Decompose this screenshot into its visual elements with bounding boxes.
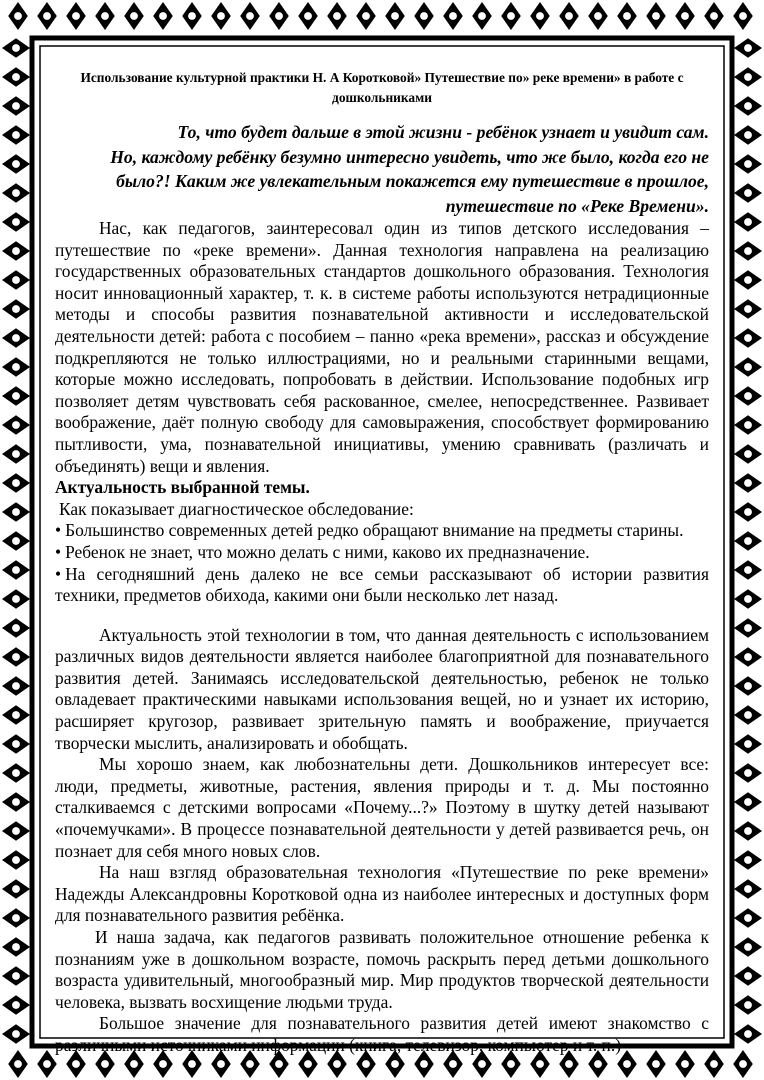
epigraph-line: Но, каждому ребёнку безумно интересно увидеть, что же было, когда его не [110,146,709,167]
frame-ornament [12,508,20,516]
frame-ornament [72,12,80,20]
frame-ornament [12,421,20,429]
frame-ornament [12,566,20,574]
document-title: Использование культурной практики Н. А Коротковой» Путешествие по» реке времени» в работе с дошкольниками [80,70,684,105]
frame-ornament [130,12,138,20]
frame-ornament [739,12,747,20]
section-lead: Как показывает диагностическое обследование: [59,498,414,519]
section-heading: Актуальность выбранной темы. [55,477,310,498]
frame-ornament [217,1060,225,1068]
frame-ornament [744,798,752,806]
frame-ornament [304,12,312,20]
frame-ornament [246,1060,254,1068]
frame-ornament [710,12,718,20]
frame-ornament [12,827,20,835]
list-item [55,564,709,607]
frame-ornament [565,1060,573,1068]
frame-ornament [507,1060,515,1068]
frame-ornament [744,595,752,603]
frame-ornament [744,624,752,632]
frame-ornament [12,334,20,342]
frame-ornament [188,1060,196,1068]
frame-ornament [12,653,20,661]
frame-ornament [739,1060,747,1068]
spacer [55,607,709,625]
body-paragraph: Большое значение для познавательного развития детей имеют знакомство с различными источниками информации (книга, телевизор, компьютер и т. п.) [55,1013,709,1055]
frame-ornament [304,1060,312,1068]
frame-ornament [130,1060,138,1068]
frame-ornament [159,12,167,20]
frame-ornament [12,44,20,52]
frame-ornament [744,508,752,516]
document-page [55,68,709,1055]
frame-ornament [744,392,752,400]
frame-ornament [744,334,752,342]
frame-ornament [744,131,752,139]
frame-ornament [217,12,225,20]
frame-ornament [101,12,109,20]
frame-ornament [652,12,660,20]
bullet-list [55,520,709,606]
frame-ornament [744,189,752,197]
frame-ornament [12,943,20,951]
frame-ornament [744,1030,752,1038]
frame-ornament [391,1060,399,1068]
frame-ornament [12,711,20,719]
frame-ornament [12,392,20,400]
frame-ornament [12,102,20,110]
frame-ornament [652,1060,660,1068]
frame-ornament [275,12,283,20]
frame-ornament [12,769,20,777]
frame-ornament [12,856,20,864]
frame-ornament [12,363,20,371]
frame-ornament [744,276,752,284]
frame-ornament [12,682,20,690]
frame-ornament [744,305,752,313]
frame-ornament [744,769,752,777]
frame-ornament [14,1060,22,1068]
frame-ornament [420,12,428,20]
frame-ornament [12,189,20,197]
frame-ornament [12,218,20,226]
frame-ornament [12,73,20,81]
frame-ornament [275,1060,283,1068]
frame-ornament [744,827,752,835]
frame-ornament [744,943,752,951]
frame-ornament [744,740,752,748]
frame-ornament [12,624,20,632]
frame-ornament [744,914,752,922]
frame-ornament [12,305,20,313]
frame-ornament [744,73,752,81]
frame-ornament [43,12,51,20]
frame-ornament [362,12,370,20]
frame-ornament [12,595,20,603]
frame-ornament [536,1060,544,1068]
frame-ornament [478,1060,486,1068]
frame-ornament [565,12,573,20]
list-item [55,520,709,542]
frame-ornament [449,12,457,20]
frame-ornament [623,12,631,20]
frame-ornament [12,1030,20,1038]
frame-ornament [101,1060,109,1068]
frame-ornament [623,1060,631,1068]
frame-ornament [744,566,752,574]
frame-ornament [744,537,752,545]
frame-ornament [12,276,20,284]
frame-ornament [12,450,20,458]
frame-ornament [12,740,20,748]
frame-ornament [12,537,20,545]
frame-ornament [744,363,752,371]
bullet-mark: • [55,541,62,562]
frame-ornament [391,12,399,20]
frame-ornament [744,160,752,168]
bullet-text: Большинство современных детей редко обращают внимание на предметы старины. [65,520,684,541]
frame-ornament [594,1060,602,1068]
frame-ornament [43,1060,51,1068]
frame-ornament [744,856,752,864]
body-paragraph: На наш взгляд образовательная технология «Путешествие по реке времени» Надежды Александровны Коротковой одна из наиболее интересных и доступных форм для познавательного развития ребёнка. [55,862,709,926]
frame-ornament [744,450,752,458]
frame-ornament [159,1060,167,1068]
bullet-mark: • [55,520,62,541]
frame-ornament [12,247,20,255]
list-item [55,542,709,564]
frame-ornament [744,479,752,487]
intro-paragraph: Нас, как педагогов, заинтересовал один из типов детского исследования – путешествие по «реке времени». Данная технология направлена на реализацию государственных образовательных стандартов дошкольного образования. Технология носит инновационный характер, т. к. в системе работы используются нетрадиционные методы и способы развития познавательной активности и исследовательской деятельности детей: работа с пособием – панно «река времени», рассказ и обсуждение подкрепляются не только иллюстрациями, но и реальными старинными вещами, которые можно исследовать, попробовать в действии. Использование подобных игр позволяет детям чувствовать себя раскованное, смелее, непосредственнее. Развивает воображение, даёт полную свободу для самовыражения, способствует формированию пытливости, ума, познавательной инициативы, умению сравнивать (различать и объединять) вещи и явления. [55,218,709,476]
frame-ornament [744,247,752,255]
frame-ornament [478,12,486,20]
frame-ornament [744,653,752,661]
bullet-text: Ребенок не знает, что можно делать с ними, каково их предназначение. [65,541,590,562]
frame-ornament [12,798,20,806]
frame-ornament [449,1060,457,1068]
frame-ornament [744,1001,752,1009]
frame-ornament [744,102,752,110]
frame-ornament [744,972,752,980]
frame-ornament [14,12,22,20]
frame-ornament [188,12,196,20]
body-paragraph: И наша задача, как педагогов развивать положительное отношение ребенка к познаниям уже в дошкольном возрасте, помочь раскрыть перед детьми дошкольного возраста удивительный, многообразный мир. Мир продуктов творческой деятельности человека, вызвать восхищение людьми труда. [55,927,709,1012]
frame-ornament [12,1001,20,1009]
bullet-mark: • [55,563,62,584]
frame-ornament [744,44,752,52]
frame-ornament [12,972,20,980]
epigraph-line: То, что будет дальше в этой жизни - ребёнок узнает и увидит сам. [177,122,709,142]
frame-ornament [744,421,752,429]
epigraph [55,120,709,218]
frame-ornament [12,160,20,168]
frame-ornament [333,1060,341,1068]
frame-ornament [72,1060,80,1068]
body-paragraph: Актуальность этой технологии в том, что данная деятельность с использованием различных видов деятельности является наиболее благоприятной для познавательного развития детей. Занимаясь исследовательской деятельностью, ребенок не только овладевает практическими навыками использования вещей, но и узнает их историю, расширяет кругозор, развивает зрительную память и воображение, приучается творчески мыслить, анализировать и обобщать. [55,624,709,753]
epigraph-line: было?! Каким же увлекательным покажется ему путешествие в прошлое, [116,171,709,191]
frame-ornament [681,12,689,20]
bullet-text: На сегодняшний день далеко не все семьи рассказывают об истории развития техники, предметов обихода, какими они были несколько лет назад. [55,563,709,606]
frame-ornament [12,479,20,487]
frame-ornament [246,12,254,20]
frame-ornament [12,885,20,893]
frame-ornament [744,711,752,719]
frame-ornament [12,914,20,922]
frame-ornament [744,218,752,226]
frame-ornament [594,12,602,20]
frame-ornament [333,12,341,20]
epigraph-line: путешествие по «Реке Времени». [445,195,709,216]
frame-ornament [744,885,752,893]
frame-ornament [362,1060,370,1068]
body-paragraph: Мы хорошо знаем, как любознательны дети. Дошкольников интересует все: люди, предметы, животные, растения, явления природы и т. д. Мы постоянно сталкиваемся с детскими вопросами «Почему...?» Поэтому в шутку детей называют «почемучками». В процессе познавательной деятельности у детей развивается речь, он познает для себя много новых слов. [55,754,709,861]
frame-ornament [507,12,515,20]
frame-ornament [536,12,544,20]
frame-ornament [744,682,752,690]
frame-ornament [681,1060,689,1068]
frame-ornament [710,1060,718,1068]
frame-ornament [420,1060,428,1068]
frame-ornament [12,131,20,139]
